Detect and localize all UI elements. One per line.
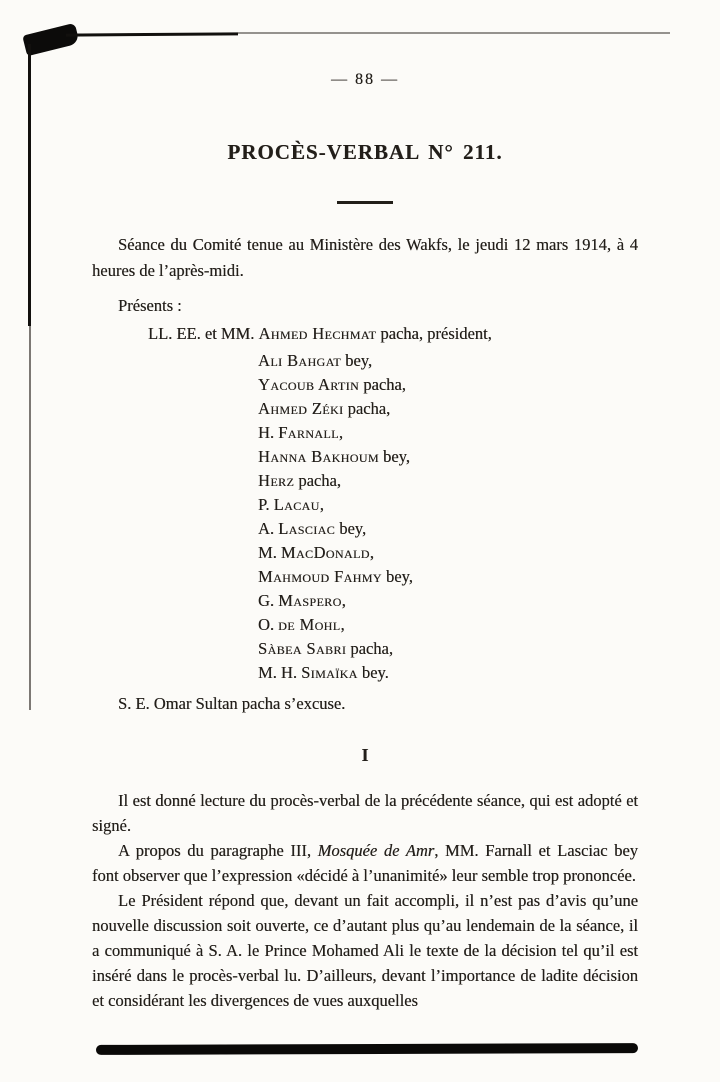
attendee-item <box>258 565 638 589</box>
attendee-title: , <box>319 494 324 514</box>
presents-label: Présents : <box>118 295 182 315</box>
attendee-title: , <box>369 542 374 562</box>
attendee-item <box>258 541 638 565</box>
attendee-title: , <box>340 614 345 634</box>
page-number: — 88 — <box>331 71 399 88</box>
attendee-name: Yacoub Artin <box>258 374 360 394</box>
attendee-name: Lacau <box>273 494 320 514</box>
paragraph-3: Le Président répond que, devant un fait accompli, il n’est pas d’avis qu’une nouvelle discussion soit ouverte, ce d’autant plus qu’au lendemain de la séance, il a communiqué à S. A. le Prince Mohamed Ali le texte de la décision tel qu’il est inséré dans le procès-verbal lu. D’ailleurs, devant l’importance de ladite décision et considérant les divergences de vues auxquelles <box>92 890 638 1010</box>
attendee-name: MacDonald <box>280 542 370 562</box>
attendee-title: pacha, président, <box>376 323 492 343</box>
attendee-name: Sàbea Sabri <box>258 638 347 658</box>
attendee-item <box>258 661 638 685</box>
attendee-item <box>258 517 638 541</box>
attendee-item <box>258 493 638 517</box>
attendee-title: , <box>338 422 343 442</box>
attendee-title: pacha, <box>359 374 406 394</box>
attendee-title: bey, <box>335 518 367 538</box>
title-rule <box>337 201 393 204</box>
attendee-item <box>258 421 638 445</box>
attendee-item <box>258 445 638 469</box>
paragraph-2-before: A propos du paragraphe III, <box>118 840 318 860</box>
attendee-name: Ahmed Zéki <box>258 398 344 418</box>
attendee-title: bey, <box>378 446 410 466</box>
attendee-name: Hanna Bakhoum <box>258 446 379 466</box>
attendee-title: bey, <box>381 566 413 586</box>
attendee-title: pacha, <box>343 398 391 418</box>
attendee-name: de Mohl <box>278 614 341 634</box>
attendee-initials: M. H. <box>258 662 302 682</box>
attendee-item <box>258 589 638 613</box>
attendee-name: Maspero <box>278 590 342 610</box>
scan-artifact-left-line <box>28 44 31 326</box>
attendee-initials: P. <box>258 494 274 514</box>
page-content <box>92 0 638 1013</box>
section-heading: I <box>361 744 369 765</box>
paragraph-2-italic: Mosquée de Amr <box>317 840 435 860</box>
paragraph-2-after: , MM. Farnall et Lasciac bey font observer que l’expression «décidé à l’unanimité» leur semble trop prononcée. <box>92 840 638 885</box>
attendee-item <box>258 637 638 661</box>
attendee-initials: O. <box>258 614 279 634</box>
intro-paragraph: Séance du Comité tenue au Ministère des Wakfs, le jeudi 12 mars 1914, à 4 heures de l’après-midi. <box>92 234 638 280</box>
attendee-item <box>258 349 638 373</box>
attendee-title: bey, <box>341 350 373 370</box>
attendee-item <box>258 613 638 637</box>
attendee-initials: A. <box>258 518 279 538</box>
attendee-name: Ahmed Hechmat <box>258 323 377 343</box>
scan-artifact-bottom-bar <box>96 1043 638 1055</box>
attendee-name: Ali Bahgat <box>258 350 342 370</box>
attendee-item <box>258 373 638 397</box>
document-title: PROCÈS-VERBAL N° 211. <box>227 140 503 164</box>
scan-artifact-left-line-faint <box>29 326 31 710</box>
attendee-name: Simaïka <box>301 662 358 682</box>
attendee-title: bey. <box>357 662 389 682</box>
attendee-lead-prefix: LL. EE. et MM. <box>148 323 259 343</box>
attendee-lead-line <box>148 321 638 347</box>
scan-artifact-corner <box>22 23 79 56</box>
attendee-initials: M. <box>258 542 281 562</box>
attendee-item <box>258 397 638 421</box>
attendee-initials: H. <box>258 422 279 442</box>
paragraph-1: Il est donné lecture du procès-verbal de la précédente séance, qui est adopté et signé. <box>92 790 638 835</box>
attendee-list <box>92 349 638 685</box>
attendee-title: pacha, <box>294 470 341 490</box>
attendee-name: Mahmoud Fahmy <box>258 566 382 586</box>
attendee-title: pacha, <box>346 638 393 658</box>
attendee-title: , <box>341 590 346 610</box>
paragraph-2 <box>92 838 638 888</box>
attendee-item <box>258 469 638 493</box>
attendee-name: Lasciac <box>278 518 336 538</box>
excuse-line: S. E. Omar Sultan pacha s’excuse. <box>118 693 346 713</box>
attendee-initials: G. <box>258 590 279 610</box>
attendee-name: Herz <box>258 470 295 490</box>
attendee-name: Farnall <box>278 422 339 442</box>
